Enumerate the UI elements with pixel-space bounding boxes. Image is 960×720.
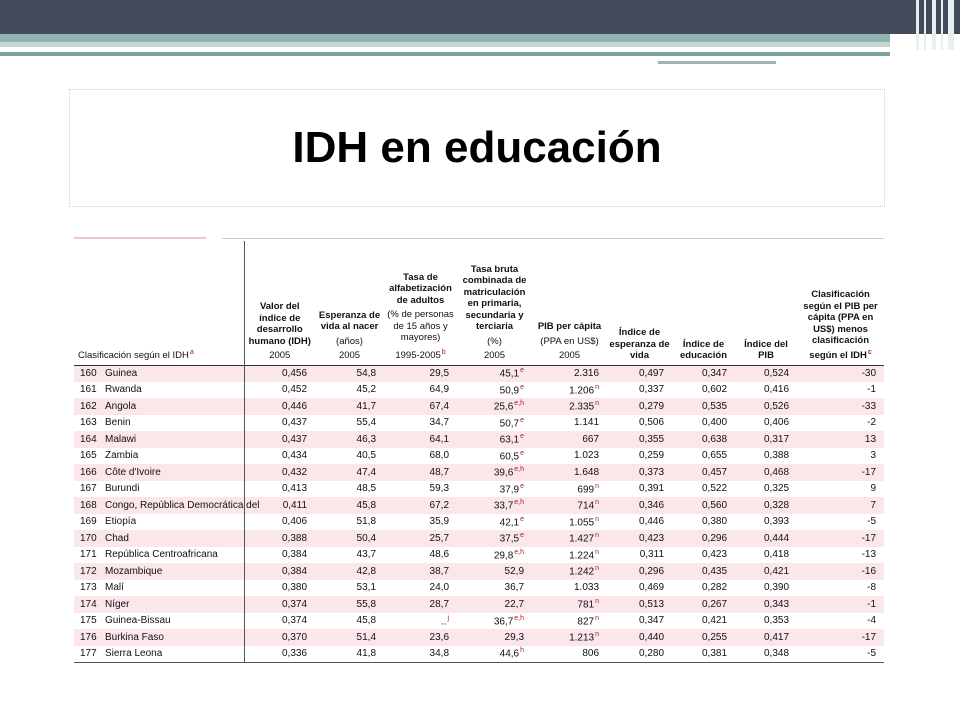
life-index-cell: 0,497	[607, 365, 672, 382]
footnote-marker: e,h	[514, 400, 525, 408]
country-cell: Mozambique	[102, 563, 244, 580]
rank-cell: 175	[80, 615, 97, 627]
life-index-cell: 0,391	[638, 483, 665, 495]
title-placeholder[interactable]	[69, 89, 885, 207]
life-index-cell: 0,440	[607, 629, 672, 646]
life-expectancy-cell: 47,4	[315, 464, 384, 481]
rank-difference-cell: -5	[867, 516, 877, 528]
life-index-cell: 0,446	[638, 516, 665, 528]
idh-cell: 0,374	[244, 596, 315, 613]
gdp-index-cell: 0,417	[735, 629, 797, 646]
header-idh: Valor del índice de desarrollo humano (IDH) 2005	[244, 241, 315, 365]
literacy-cell: 34,8	[384, 646, 457, 663]
literacy-cell: 67,4	[384, 398, 457, 415]
education-index-cell: 0,421	[701, 615, 728, 627]
rank-difference-cell: -1	[797, 596, 884, 613]
footnote-marker: e	[520, 532, 525, 540]
life-index-cell: 0,311	[639, 549, 665, 561]
footnote-marker: n	[595, 400, 600, 408]
gdp-cell: 667	[532, 431, 607, 448]
education-index-cell: 0,296	[672, 530, 735, 547]
gdp-cell: 1.206$^n$	[569, 383, 600, 396]
table-row	[74, 580, 884, 597]
rank-difference-cell: -2	[867, 417, 877, 429]
rank-cell: 173	[80, 582, 97, 594]
teal-decor-band-light	[0, 42, 890, 47]
accent-line	[74, 237, 206, 239]
literacy-cell: ..$^j$	[440, 614, 450, 627]
table-row	[74, 481, 884, 498]
idh-cell: 0,452	[244, 382, 315, 399]
footnote-marker: e,h	[514, 499, 525, 507]
country-cell: Guinea-Bissau	[105, 615, 171, 627]
country-cell: Burundi	[105, 483, 140, 495]
literacy-cell: 23,6	[384, 629, 457, 646]
education-index-cell: 0,400	[701, 417, 728, 429]
teal-decor-band	[0, 34, 890, 42]
life-index-cell: 0,337	[638, 384, 665, 396]
rank-difference-cell: -17	[797, 629, 884, 646]
rank-cell: 165	[80, 450, 97, 462]
table-row	[74, 382, 884, 399]
enrolment-cell: 37,9e	[499, 482, 525, 495]
life-expectancy-cell: 43,7	[356, 549, 377, 561]
idh-cell: 0,413	[244, 481, 315, 498]
life-expectancy-cell: 51,4	[315, 629, 384, 646]
rank-cell: 161	[80, 384, 97, 396]
gdp-index-cell: 0,393	[763, 516, 790, 528]
life-index-cell: 0,513	[607, 596, 672, 613]
country-cell: Zambia	[105, 450, 139, 462]
literacy-cell: 28,7	[384, 596, 457, 613]
country-cell: Benin	[105, 417, 131, 429]
gdp-cell: 1.224$^n$	[569, 548, 600, 561]
rank-cell: 168	[74, 497, 102, 514]
rank-cell: 169	[80, 516, 97, 528]
gdp-cell: 2.316	[532, 365, 607, 382]
country-cell: Angola	[102, 398, 244, 415]
footnote-marker: n	[595, 565, 600, 573]
table-row	[74, 464, 884, 481]
table-row	[74, 563, 884, 580]
enrolment-cell: 29,8$^{e,h}$	[493, 548, 525, 561]
header-classification: Clasificación según el IDH$^a$	[78, 348, 194, 361]
rank-difference-cell: 7	[797, 497, 884, 514]
footnote-marker: h	[520, 647, 525, 655]
education-index-cell: 0,560	[672, 497, 735, 514]
enrolment-cell: 39,6$^{e,h}$	[457, 464, 532, 481]
rank-difference-cell: -30	[797, 365, 884, 382]
enrolment-cell: 63,1e	[457, 431, 532, 448]
hdi-table	[74, 241, 884, 663]
gdp-index-cell: 0,468	[735, 464, 797, 481]
rank-cell: 170	[74, 530, 102, 547]
country-cell: República Centroafricana	[105, 549, 218, 561]
table-row	[74, 547, 884, 564]
enrolment-cell: 42,1e	[499, 515, 525, 528]
idh-cell: 0,384	[244, 563, 315, 580]
footnote-marker: e	[520, 482, 525, 490]
life-expectancy-cell: 50,4	[315, 530, 384, 547]
life-index-cell: 0,355	[607, 431, 672, 448]
header-education-index: Índice de educación	[680, 338, 728, 361]
literacy-cell: 34,7	[429, 417, 450, 429]
table-top-rule	[222, 238, 884, 239]
footnote-marker: e	[520, 515, 525, 523]
gdp-cell: 806	[532, 646, 607, 663]
idh-cell: 0,380	[244, 580, 315, 597]
life-expectancy-cell: 51,8	[356, 516, 377, 528]
literacy-cell: 64,9	[429, 384, 450, 396]
education-index-cell: 0,423	[701, 549, 728, 561]
life-index-cell: 0,469	[638, 582, 665, 594]
header-life-expectancy: Esperanza de vida al nacer (años) 2005	[318, 309, 381, 361]
rank-difference-cell: -17	[797, 530, 884, 547]
gdp-cell: 1.023	[573, 450, 600, 462]
country-cell: Burkina Faso	[102, 629, 244, 646]
country-cell: Côte d'Ivoire	[102, 464, 244, 481]
table-row	[74, 448, 884, 465]
idh-cell: 0,434	[244, 448, 315, 465]
footnote-marker: n	[595, 614, 600, 622]
enrolment-cell: 36,7$^{e,h}$	[493, 614, 525, 627]
gdp-cell: 781$^n$	[532, 596, 607, 613]
rank-cell: 160	[74, 365, 102, 382]
education-index-cell: 0,255	[672, 629, 735, 646]
life-expectancy-cell: 40,5	[356, 450, 377, 462]
table-row	[74, 596, 884, 613]
education-index-cell: 0,638	[672, 431, 735, 448]
idh-cell: 0,411	[244, 497, 315, 514]
education-index-cell: 0,457	[672, 464, 735, 481]
table-row	[74, 613, 884, 630]
corner-stripes	[908, 0, 960, 50]
literacy-cell: 48,7	[384, 464, 457, 481]
rank-cell: 163	[80, 417, 97, 429]
footnote-marker: e	[520, 367, 525, 375]
gdp-index-cell: 0,526	[735, 398, 797, 415]
life-expectancy-cell: 46,3	[315, 431, 384, 448]
idh-cell: 0,388	[244, 530, 315, 547]
country-cell: Rwanda	[105, 384, 142, 396]
education-index-cell: 0,655	[701, 450, 728, 462]
education-index-cell: 0,282	[701, 582, 728, 594]
rank-cell: 162	[74, 398, 102, 415]
gdp-cell: 1.055$^n$	[569, 515, 600, 528]
life-expectancy-cell: 55,4	[356, 417, 377, 429]
life-index-cell: 0,259	[638, 450, 665, 462]
enrolment-cell: 45,1e	[457, 365, 532, 382]
footnote-marker: e	[520, 433, 525, 441]
enrolment-cell: 37,5e	[457, 530, 532, 547]
gdp-index-cell: 0,421	[735, 563, 797, 580]
life-index-cell: 0,373	[607, 464, 672, 481]
gdp-index-cell: 0,444	[735, 530, 797, 547]
header-life-index: Índice de esperanza de vida	[609, 327, 670, 361]
rank-difference-cell: -33	[797, 398, 884, 415]
education-index-cell: 0,267	[672, 596, 735, 613]
rank-cell: 176	[74, 629, 102, 646]
table-row	[74, 415, 884, 432]
life-expectancy-cell: 53,1	[356, 582, 377, 594]
footnote-marker: n	[595, 482, 600, 490]
idh-cell: 0,406	[244, 514, 315, 531]
life-expectancy-cell: 42,8	[315, 563, 384, 580]
table-row	[74, 530, 884, 547]
gdp-cell: 714$^n$	[532, 497, 607, 514]
rank-cell: 171	[80, 549, 97, 561]
idh-cell: 0,384	[244, 547, 315, 564]
rank-difference-cell: 13	[797, 431, 884, 448]
literacy-cell: 68,0	[429, 450, 450, 462]
literacy-cell: 59,3	[429, 483, 450, 495]
country-cell: Malawi	[102, 431, 244, 448]
teal-decor-short-line	[658, 61, 776, 64]
literacy-cell: 38,7	[384, 563, 457, 580]
footnote-marker: e	[520, 449, 525, 457]
enrolment-cell: 52,9	[457, 563, 532, 580]
footnote-marker: n	[595, 598, 600, 606]
table-row	[74, 365, 884, 382]
idh-cell: 0,374	[244, 613, 315, 630]
enrolment-cell: 29,3	[457, 629, 532, 646]
slide-title: IDH en educación	[292, 123, 662, 172]
table-row	[74, 431, 884, 448]
table-row	[74, 497, 884, 514]
idh-cell: 0,370	[244, 629, 315, 646]
gdp-index-cell: 0,418	[763, 549, 790, 561]
enrolment-cell: 50,9e	[499, 383, 525, 396]
life-index-cell: 0,423	[607, 530, 672, 547]
rank-difference-cell: -4	[867, 615, 877, 627]
idh-cell: 0,446	[244, 398, 315, 415]
rank-difference-cell: -1	[867, 384, 877, 396]
rank-cell: 172	[74, 563, 102, 580]
enrolment-cell: 60,5e	[499, 449, 525, 462]
literacy-cell: 48,6	[429, 549, 450, 561]
gdp-cell: 1.141	[573, 417, 600, 429]
gdp-index-cell: 0,524	[735, 365, 797, 382]
gdp-index-cell: 0,343	[735, 596, 797, 613]
gdp-index-cell: 0,348	[735, 646, 797, 663]
header-gdp: PIB per cápita (PPA en US$) 2005	[537, 321, 602, 361]
gdp-index-cell: 0,328	[735, 497, 797, 514]
education-index-cell: 0,522	[701, 483, 728, 495]
table-row	[74, 514, 884, 531]
literacy-cell: 24,0	[429, 582, 450, 594]
idh-cell: 0,437	[244, 431, 315, 448]
gdp-cell: 699$^n$	[577, 482, 600, 495]
life-index-cell: 0,280	[607, 646, 672, 663]
footnote-marker: n	[595, 499, 600, 507]
country-cell: Malí	[105, 582, 124, 594]
footnote-marker: n	[595, 515, 600, 523]
life-index-cell: 0,279	[607, 398, 672, 415]
rank-difference-cell: -13	[861, 549, 877, 561]
country-cell: Chad	[102, 530, 244, 547]
footnote-marker: e	[520, 383, 525, 391]
gdp-index-cell: 0,406	[763, 417, 790, 429]
gdp-index-cell: 0,353	[763, 615, 790, 627]
footnote-marker: n	[595, 383, 600, 391]
education-index-cell: 0,381	[672, 646, 735, 663]
idh-cell: 0,456	[244, 365, 315, 382]
life-expectancy-cell: 41,8	[315, 646, 384, 663]
rank-difference-cell: 9	[870, 483, 877, 495]
idh-cell: 0,437	[244, 415, 315, 432]
enrolment-cell: 22,7	[457, 596, 532, 613]
enrolment-cell: 25,6$^{e,h}$	[457, 398, 532, 415]
gdp-index-cell: 0,325	[763, 483, 790, 495]
rank-difference-cell: -5	[797, 646, 884, 663]
country-cell: Guinea	[102, 365, 244, 382]
footnote-marker: e,h	[514, 466, 525, 474]
rank-cell: 174	[74, 596, 102, 613]
country-cell: Congo, República Democrática del	[102, 497, 244, 514]
life-expectancy-cell: 55,8	[315, 596, 384, 613]
table-row	[74, 629, 884, 646]
footnote-marker: j	[447, 614, 450, 622]
rank-difference-cell: -17	[797, 464, 884, 481]
enrolment-cell: 33,7$^{e,h}$	[457, 497, 532, 514]
literacy-cell: 67,2	[384, 497, 457, 514]
idh-cell: 0,432	[244, 464, 315, 481]
life-expectancy-cell: 54,8	[315, 365, 384, 382]
footnote-marker: e,h	[514, 614, 525, 622]
life-expectancy-cell: 45,8	[315, 497, 384, 514]
literacy-cell: 29,5	[384, 365, 457, 382]
life-index-cell: 0,346	[607, 497, 672, 514]
education-index-cell: 0,535	[672, 398, 735, 415]
life-expectancy-cell: 48,5	[356, 483, 377, 495]
footnote-marker: n	[595, 548, 600, 556]
life-index-cell: 0,347	[638, 615, 665, 627]
life-expectancy-cell: 45,2	[356, 384, 377, 396]
footnote-marker: n	[595, 631, 600, 639]
footnote-marker: e	[520, 416, 525, 424]
footnote-marker: n	[595, 532, 600, 540]
footnote-marker: e,h	[514, 548, 525, 556]
rank-difference-cell: -16	[797, 563, 884, 580]
rank-cell: 177	[74, 646, 102, 663]
literacy-cell: 25,7	[384, 530, 457, 547]
gdp-cell: 1.427$^n$	[532, 530, 607, 547]
education-index-cell: 0,602	[701, 384, 728, 396]
education-index-cell: 0,380	[701, 516, 728, 528]
table-header-row	[74, 241, 884, 365]
gdp-index-cell: 0,416	[763, 384, 790, 396]
life-index-cell: 0,296	[607, 563, 672, 580]
header-rank-difference: Clasificación según el PIB per cápita (PPA en US$) menos clasificación según el IDH$^c$	[803, 289, 878, 361]
gdp-cell: 1.648	[532, 464, 607, 481]
idh-cell: 0,336	[244, 646, 315, 663]
enrolment-cell: 44,6$^h$	[457, 646, 532, 663]
header-literacy: Tasa de alfabetización de adultos (% de personas de 15 años y mayores) 1995-2005$^b$	[387, 271, 454, 361]
header-enrolment: Tasa bruta combinada de matriculación en primaria, secundaria y terciaria (%) 2005	[462, 263, 527, 361]
gdp-cell: 1.213$^n$	[532, 629, 607, 646]
life-expectancy-cell: 45,8	[356, 615, 377, 627]
life-expectancy-cell: 41,7	[315, 398, 384, 415]
gdp-cell: 1.242$^n$	[532, 563, 607, 580]
rank-cell: 167	[80, 483, 97, 495]
literacy-cell: 35,9	[429, 516, 450, 528]
life-index-cell: 0,506	[638, 417, 665, 429]
literacy-cell: 64,1	[384, 431, 457, 448]
rank-cell: 166	[74, 464, 102, 481]
rank-difference-cell: 3	[870, 450, 877, 462]
education-index-cell: 0,347	[672, 365, 735, 382]
teal-decor-line	[0, 52, 890, 56]
country-cell: Níger	[102, 596, 244, 613]
gdp-cell: 1.033	[573, 582, 600, 594]
gdp-cell: 2.335$^n$	[532, 398, 607, 415]
header-gdp-index: Índice del PIB	[744, 338, 788, 361]
country-cell: Etiopía	[105, 516, 137, 528]
table-row	[74, 646, 884, 663]
enrolment-cell: 36,7	[504, 582, 525, 594]
education-index-cell: 0,435	[672, 563, 735, 580]
enrolment-cell: 50,7e	[499, 416, 525, 429]
country-cell: Sierra Leona	[102, 646, 244, 663]
gdp-index-cell: 0,390	[763, 582, 790, 594]
gdp-index-cell: 0,388	[763, 450, 790, 462]
top-decor-bar	[0, 0, 960, 34]
rank-cell: 164	[74, 431, 102, 448]
rank-difference-cell: -8	[867, 582, 877, 594]
table-row	[74, 398, 884, 415]
gdp-cell: 827$^n$	[577, 614, 600, 627]
gdp-index-cell: 0,317	[735, 431, 797, 448]
